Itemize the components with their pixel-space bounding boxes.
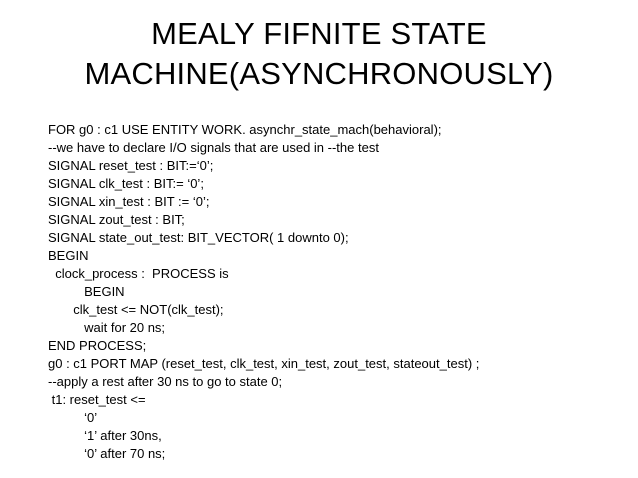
code-line: --we have to declare I/O signals that are used in --the test <box>48 140 379 155</box>
code-block <box>48 121 628 463</box>
code-line: ‘1’ after 30ns, <box>48 428 162 443</box>
code-line: --apply a rest after 30 ns to go to state 0; <box>48 374 283 389</box>
code-line: BEGIN <box>48 248 89 263</box>
code-line: BEGIN <box>48 284 125 299</box>
code-line: SIGNAL clk_test : BIT:= ‘0’; <box>48 176 204 191</box>
slide-title <box>0 14 638 94</box>
code-line: ‘0’ <box>48 410 98 425</box>
code-line: END PROCESS; <box>48 338 147 353</box>
code-line: SIGNAL state_out_test: BIT_VECTOR( 1 downto 0); <box>48 230 349 245</box>
title-line-2: MACHINE(ASYNCHRONOUSLY) <box>84 56 554 91</box>
code-line: FOR g0 : c1 USE ENTITY WORK. asynchr_state_mach(behavioral); <box>48 122 442 137</box>
code-line: ‘0’ after 70 ns; <box>48 446 166 461</box>
code-line: SIGNAL zout_test : BIT; <box>48 212 185 227</box>
title-line-1: MEALY FIFNITE STATE <box>151 16 487 51</box>
code-line: wait for 20 ns; <box>48 320 166 335</box>
code-line: clock_process : PROCESS is <box>48 266 229 281</box>
code-line: SIGNAL xin_test : BIT := ‘0’; <box>48 194 210 209</box>
code-line: clk_test <= NOT(clk_test); <box>48 302 224 317</box>
code-line: t1: reset_test <= <box>48 392 146 407</box>
code-line: g0 : c1 PORT MAP (reset_test, clk_test, xin_test, zout_test, stateout_test) ; <box>48 356 480 371</box>
code-line: SIGNAL reset_test : BIT:=‘0’; <box>48 158 214 173</box>
